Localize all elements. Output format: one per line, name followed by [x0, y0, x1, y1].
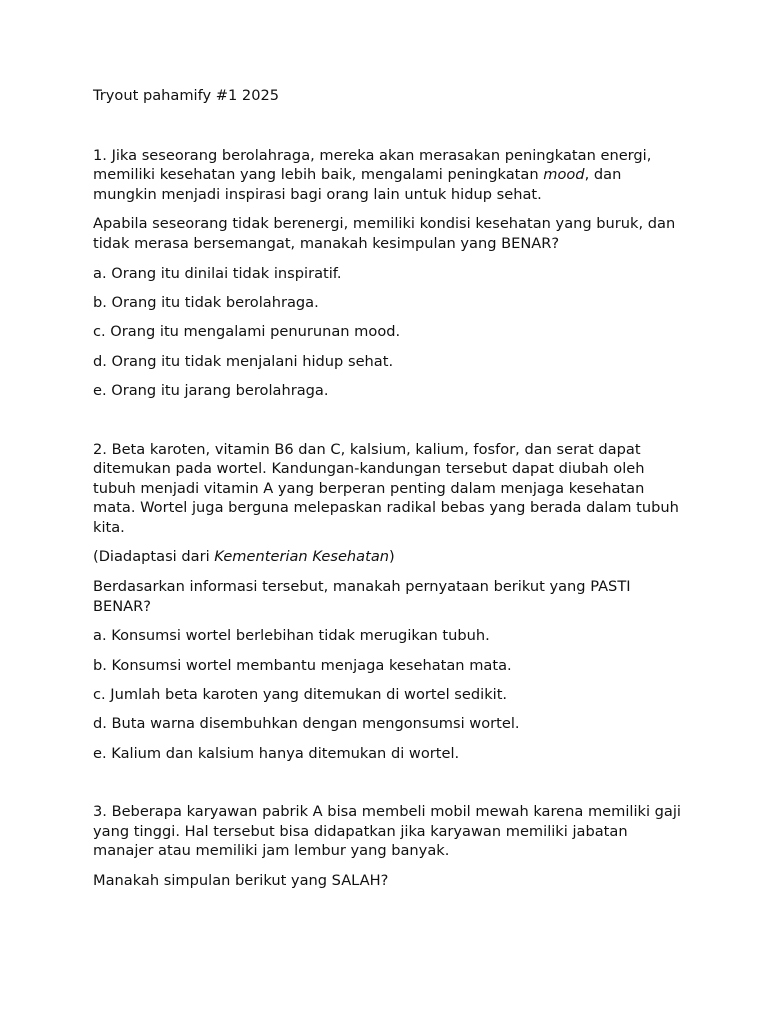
answer-option-b: b. Konsumsi wortel membantu menjaga kesehatan mata.: [93, 656, 512, 674]
question-prompt: Berdasarkan informasi tersebut, manakah pernyataan berikut yang PASTI BENAR?: [93, 578, 631, 615]
answer-option-e: e. Orang itu jarang berolahraga.: [93, 382, 329, 400]
spacer: [93, 773, 688, 802]
source-title: Kementerian Kesehatan: [214, 548, 390, 566]
question-1: [93, 146, 688, 401]
source-suffix: ): [389, 548, 395, 566]
document-title: Tryout pahamify #1 2025: [93, 87, 280, 104]
question-stem-text-end: , dan mungkin menjadi inspirasi bagi orang lain untuk hidup sehat.: [93, 166, 622, 203]
question-stem: 2. Beta karoten, vitamin B6 dan C, kalsium, kalium, fosfor, dan serat dapat ditemukan pada wortel. Kandungan-kandungan tersebut dapat diubah oleh tubuh menjadi vitamin A yang berperan penting dalam menjaga kesehatan mata. Wortel juga berguna melepaskan radikal bebas yang berada dalam tubuh kita.: [93, 440, 679, 536]
question-source: [93, 547, 688, 567]
spacer: [93, 411, 688, 440]
question-stem: 3. Beberapa karyawan pabrik A bisa membeli mobil mewah karena memiliki gaji yang tinggi. Hal tersebut bisa didapatkan jika karyawan memiliki jabatan manajer atau memiliki jam lembur yang banyak.: [93, 803, 681, 860]
answer-option-d: d. Orang itu tidak menjalani hidup sehat.: [93, 352, 394, 370]
question-prompt: Apabila seseorang tidak berenergi, memiliki kondisi kesehatan yang buruk, dan tidak merasa bersemangat, manakah kesimpulan yang BENAR?: [93, 215, 676, 252]
answer-option-b: b. Orang itu tidak berolahraga.: [93, 293, 319, 311]
answer-option-c: c. Orang itu mengalami penurunan mood.: [93, 323, 401, 341]
question-3: [93, 802, 688, 890]
answer-option-a: a. Konsumsi wortel berlebihan tidak merugikan tubuh.: [93, 627, 490, 645]
question-2: [93, 440, 688, 764]
question-stem-text: 1. Jika seseorang berolahraga, mereka akan merasakan peningkatan energi, memiliki kesehatan yang lebih baik, mengalami peningkatan: [93, 146, 652, 184]
question-stem: [93, 146, 688, 205]
source-prefix: (Diadaptasi dari: [93, 548, 215, 566]
question-prompt: Manakah simpulan berikut yang SALAH?: [93, 872, 389, 889]
document-page: [93, 86, 688, 901]
answer-option-c: c. Jumlah beta karoten yang ditemukan di wortel sedikit.: [93, 686, 508, 704]
answer-option-d: d. Buta warna disembuhkan dengan mengonsumsi wortel.: [93, 715, 520, 733]
question-stem-italic: mood: [543, 166, 585, 184]
answer-option-a: a. Orang itu dinilai tidak inspiratif.: [93, 264, 342, 282]
answer-option-e: e. Kalium dan kalsium hanya ditemukan di wortel.: [93, 744, 460, 762]
